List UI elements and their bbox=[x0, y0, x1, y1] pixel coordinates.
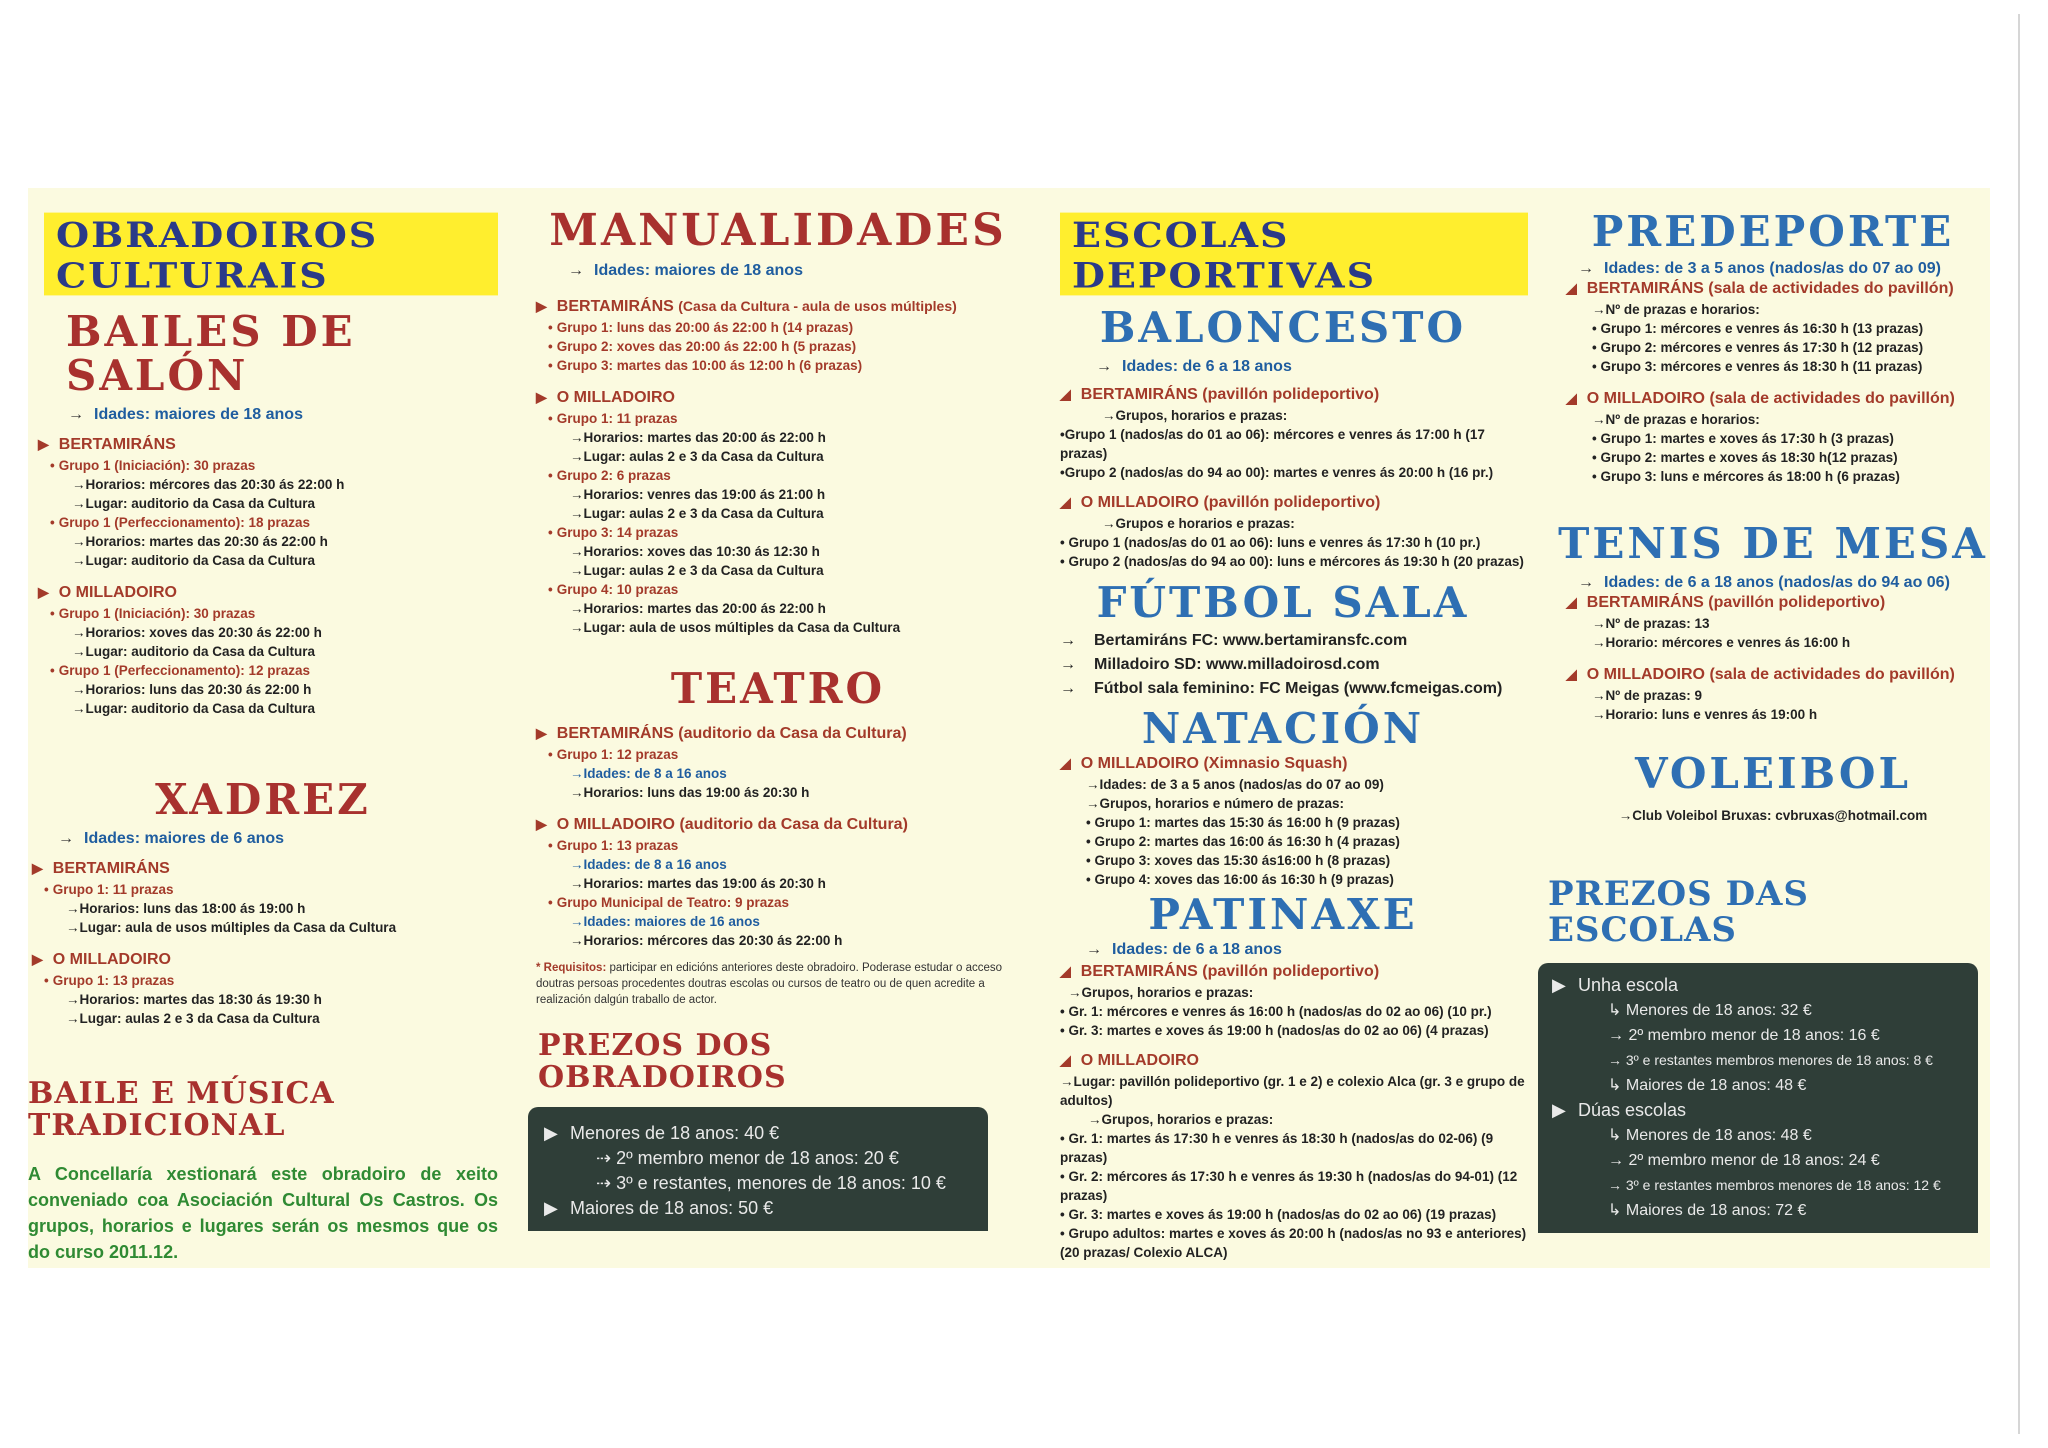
venue-heading: ◢ O MILLADOIRO (Ximnasio Squash) bbox=[1060, 755, 1348, 773]
title-bailes: BAILES DE SALÓN bbox=[66, 307, 356, 401]
voleibol-link[interactable]: →Club Voleibol Bruxas: cvbruxas@hotmail.com bbox=[1618, 808, 1928, 824]
venue-heading: ▶ O MILLADOIRO bbox=[32, 951, 171, 969]
group-line: • Grupo 1: 11 prazas bbox=[548, 411, 678, 427]
venue-heading: ◢ BERTAMIRÁNS (pavillón polideportivo) bbox=[1060, 386, 1380, 404]
natacion-details bbox=[1038, 755, 1528, 889]
title-teatro: TEATRO bbox=[670, 664, 886, 714]
price-heading: ▶ Dúas escolas bbox=[1552, 1099, 1687, 1120]
prezos-escolas-box bbox=[1538, 963, 1978, 1233]
title-tenis-de-mesa: TENIS DE MESA bbox=[1558, 519, 1988, 569]
detail-line: →Idades: de 3 a 5 anos (nados/as do 07 ao 09) bbox=[1086, 777, 1384, 793]
price-row: ▶ Maiores de 18 anos: 50 € bbox=[544, 1198, 774, 1219]
ages-manualidades: → Idades: maiores de 18 anos bbox=[568, 262, 803, 280]
detail-line: • Grupo 3: xoves das 15:30 ás16:00 h (8 prazas) bbox=[1086, 853, 1391, 869]
detail-line: →Lugar: aulas 2 e 3 da Casa da Cultura bbox=[66, 1011, 320, 1027]
detail-line: →Horario: mércores e venres ás 16:00 h bbox=[1592, 635, 1851, 651]
title-voleibol: VOLEIBOL bbox=[1634, 749, 1912, 799]
price-row: ↳ Menores de 18 anos: 32 € bbox=[1608, 1001, 1812, 1019]
venue-heading: ▶ BERTAMIRÁNS bbox=[38, 436, 176, 454]
price-heading: ▶ Unha escola bbox=[1552, 974, 1679, 995]
ages-baloncesto: → Idades: de 6 a 18 anos bbox=[1096, 358, 1292, 376]
price-row: ↳ Menores de 18 anos: 48 € bbox=[1608, 1126, 1812, 1144]
group-line: • Grupo 1: luns das 20:00 ás 22:00 h (14 prazas) bbox=[548, 320, 854, 336]
venue-heading: ▶ BERTAMIRÁNS (Casa da Cultura - aula de usos múltiples) bbox=[536, 298, 957, 316]
title-xadrez: XADREZ bbox=[155, 775, 371, 825]
price-row: → 2º membro menor de 18 anos: 16 € bbox=[1608, 1026, 1880, 1044]
group-line: • Grupo 1 (Perfeccionamento): 18 prazas bbox=[50, 515, 311, 531]
bailes-details bbox=[28, 436, 498, 718]
group-line: • Grupo 4: 10 prazas bbox=[548, 582, 679, 598]
futbol-links bbox=[1038, 629, 1528, 701]
group-line: • Grupo 2: 6 prazas bbox=[548, 468, 671, 484]
detail-line: →Horarios: venres das 19:00 ás 21:00 h bbox=[570, 487, 826, 503]
venue-heading: ▶ O MILLADOIRO bbox=[536, 389, 675, 407]
ages-tenis: → Idades: de 6 a 18 anos (nados/as do 94 ao 06) bbox=[1578, 574, 1950, 592]
ages-bailes: → Idades: maiores de 18 anos bbox=[68, 406, 303, 424]
detail-line: →Grupos, horarios e prazas: bbox=[1102, 408, 1288, 424]
venue-heading: ▶ BERTAMIRÁNS (auditorio da Casa da Cultura) bbox=[536, 725, 907, 743]
requisitos-note: * Requisitos: participar en edicións anteriores deste obradoiro. Poderase estudar o acceso doutras persoas procedentes doutras escolas ou cursos de teatro ou de quen acredite a realización dalgún traballo de actor. bbox=[536, 962, 1003, 1007]
detail-line: • Grupo 1: martes das 15:30 ás 16:00 h (9 prazas) bbox=[1086, 815, 1400, 831]
detail-line: →Horario: luns e venres ás 19:00 h bbox=[1592, 707, 1818, 723]
venue-heading: ◢ BERTAMIRÁNS (pavillón polideportivo) bbox=[1060, 963, 1380, 981]
detail-line: →Lugar: auditorio da Casa da Cultura bbox=[72, 553, 316, 569]
title-natacion: NATACIÓN bbox=[1141, 704, 1425, 754]
price-row: ▶ Menores de 18 anos: 40 € bbox=[544, 1123, 780, 1144]
title-predeporte: PREDEPORTE bbox=[1591, 207, 1955, 256]
detail-line: →Horarios: xoves das 10:30 ás 12:30 h bbox=[570, 544, 820, 560]
detail-line: • Grupo 1: mércores e venres ás 16:30 h (13 prazas) bbox=[1592, 321, 1924, 337]
venue-heading: ◢ BERTAMIRÁNS (pavillón polideportivo) bbox=[1566, 594, 1886, 612]
detail-line: •Grupo 1 (nados/as do 01 ao 06): mércores e venres ás 17:00 h (17 prazas) bbox=[1060, 427, 1485, 462]
xadrez-details bbox=[28, 860, 498, 1028]
section-band-escolas: ESCOLAS DEPORTIVAS bbox=[1060, 213, 1528, 296]
title-tradicional: BAILE E MÚSICA TRADICIONAL bbox=[28, 1076, 335, 1143]
detail-line: • Grupo 3: mércores e venres ás 18:30 h (11 prazas) bbox=[1592, 359, 1923, 375]
patinaxe-details bbox=[1038, 963, 1528, 1262]
detail-line: →Lugar: auditorio da Casa da Cultura bbox=[72, 496, 316, 512]
group-line: • Grupo 1 (Perfeccionamento): 12 prazas bbox=[50, 663, 311, 679]
title-prezos-escolas: PREZOS DAS ESCOLAS bbox=[1548, 874, 1809, 950]
detail-line: • Gr. 2: mércores ás 17:30 h e venres ás 19:30 h (nados/as do 94-01) (12 prazas) bbox=[1060, 1169, 1518, 1204]
venue-heading: ▶ O MILLADOIRO (auditorio da Casa da Cultura) bbox=[536, 816, 908, 834]
column-escolas-deportivas bbox=[1038, 208, 1528, 1262]
detail-line: • Grupo 2: martes e xoves ás 18:30 h(12 prazas) bbox=[1592, 450, 1898, 466]
ages-predeporte: → Idades: de 3 a 5 anos (nados/as do 07 ao 09) bbox=[1578, 260, 1942, 278]
detail-line: →Lugar: aulas 2 e 3 da Casa da Cultura bbox=[570, 506, 824, 522]
club-link[interactable]: → Bertamiráns FC: www.bertamiransfc.com bbox=[1060, 632, 1408, 650]
detail-line: →Horarios: mércores das 20:30 ás 22:00 h bbox=[72, 477, 345, 493]
detail-line: →Horarios: luns das 19:00 ás 20:30 h bbox=[570, 785, 810, 801]
ages-patinaxe: → Idades: de 6 a 18 anos bbox=[1086, 941, 1282, 959]
ages-xadrez: → Idades: maiores de 6 anos bbox=[58, 830, 285, 848]
brochure-sheet bbox=[28, 188, 1990, 1268]
detail-line: →Lugar: auditorio da Casa da Cultura bbox=[72, 701, 316, 717]
detail-line: →Nº de prazas: 13 bbox=[1592, 616, 1710, 632]
detail-line: →Lugar: pavillón polideportivo (gr. 1 e 2) e colexio Alca (gr. 3 e grupo de adultos) bbox=[1060, 1074, 1525, 1109]
detail-line: • Grupo 1: martes e xoves ás 17:30 h (3 prazas) bbox=[1592, 431, 1894, 447]
detail-line: • Grupo adultos: martes e xoves ás 20:00 h (nados/as no 93 e anteriores) (20 prazas/ Colexio ALCA) bbox=[1060, 1226, 1527, 1261]
detail-line: • Grupo 3: luns e mércores ás 18:00 h (6 prazas) bbox=[1592, 469, 1900, 485]
detail-line: →Lugar: aula de usos múltiples da Casa da Cultura bbox=[66, 920, 397, 936]
group-line: • Grupo 1 (Iniciación): 30 prazas bbox=[50, 458, 256, 474]
detail-line: • Grupo 2: mércores e venres ás 17:30 h (12 prazas) bbox=[1592, 340, 1924, 356]
detail-line: →Grupos e horarios e prazas: bbox=[1102, 516, 1295, 532]
manualidades-details bbox=[528, 298, 1028, 637]
price-row: ↳ Maiores de 18 anos: 72 € bbox=[1608, 1201, 1807, 1219]
group-line: • Grupo 1 (Iniciación): 30 prazas bbox=[50, 606, 256, 622]
section-band-obradoiros: OBRADOIROS CULTURAIS bbox=[44, 213, 498, 296]
teatro-details bbox=[528, 725, 1028, 1008]
baloncesto-details bbox=[1038, 386, 1528, 571]
detail-line: • Gr. 3: martes e xoves ás 19:00 h (nados/as do 02 ao 06) (4 prazas) bbox=[1060, 1023, 1489, 1039]
price-row: → 3º e restantes membros menores de 18 anos: 12 € bbox=[1608, 1176, 1941, 1193]
title-prezos-obradoiros: PREZOS DOS OBRADOIROS bbox=[538, 1028, 787, 1095]
detail-line: →Horarios: martes das 20:00 ás 22:00 h bbox=[570, 601, 826, 617]
detail-line: • Grupo 2: martes das 16:00 ás 16:30 h (4 prazas) bbox=[1086, 834, 1400, 850]
detail-line: →Grupos, horarios e prazas: bbox=[1068, 985, 1254, 1001]
column-obradoiros-culturais bbox=[28, 208, 498, 1265]
group-line: • Grupo Municipal de Teatro: 9 prazas bbox=[548, 895, 790, 911]
detail-line: • Grupo 2 (nados/as do 94 ao 00): luns e mércores ás 19:30 h (20 prazas) bbox=[1060, 554, 1524, 570]
group-line: • Grupo 1: 11 prazas bbox=[44, 882, 174, 898]
column-predeporte bbox=[1538, 208, 2008, 1233]
group-line: • Grupo 3: martes das 10:00 ás 12:00 h (6 prazas) bbox=[548, 358, 863, 374]
detail-line: →Lugar: aulas 2 e 3 da Casa da Cultura bbox=[570, 563, 824, 579]
title-patinaxe: PATINAXE bbox=[1148, 890, 1418, 940]
venue-heading: ◢ O MILLADOIRO bbox=[1060, 1052, 1199, 1070]
title-manualidades: MANUALIDADES bbox=[549, 205, 1007, 256]
detail-line: →Horarios: luns das 18:00 ás 19:00 h bbox=[66, 901, 306, 917]
detail-line: →Horarios: martes das 19:00 ás 20:30 h bbox=[570, 876, 826, 892]
page-edge-line bbox=[2018, 14, 2020, 1434]
detail-line: →Horarios: martes das 20:30 ás 22:00 h bbox=[72, 534, 328, 550]
detail-line: →Horarios: martes das 20:00 ás 22:00 h bbox=[570, 430, 826, 446]
detail-line: •Grupo 2 (nados/as do 94 ao 00): martes e venres ás 20:00 h (16 pr.) bbox=[1060, 465, 1494, 481]
title-futbol-sala: FÚTBOL SALA bbox=[1096, 578, 1470, 628]
detail-line: →Lugar: aula de usos múltiples da Casa da Cultura bbox=[570, 620, 901, 636]
column-manualidades-teatro bbox=[528, 205, 1028, 1231]
detail-line: →Horarios: xoves das 20:30 ás 22:00 h bbox=[72, 625, 322, 641]
detail-line: →Nº de prazas: 9 bbox=[1592, 688, 1702, 704]
club-link[interactable]: → Milladoiro SD: www.milladoirosd.com bbox=[1060, 656, 1380, 674]
detail-line: →Grupos, horarios e número de prazas: bbox=[1086, 796, 1345, 812]
detail-line: • Gr. 3: martes e xoves ás 19:00 h (nados/as do 02 ao 06) (19 prazas) bbox=[1060, 1207, 1497, 1223]
group-line: • Grupo 1: 12 prazas bbox=[548, 747, 679, 763]
detail-line: →Horarios: luns das 20:30 ás 22:00 h bbox=[72, 682, 312, 698]
detail-line: →Horarios: martes das 18:30 ás 19:30 h bbox=[66, 992, 322, 1008]
venue-heading: ▶ BERTAMIRÁNS bbox=[32, 860, 170, 878]
tenis-details bbox=[1538, 594, 2008, 724]
venue-heading: ◢ O MILLADOIRO (sala de actividades do pavillón) bbox=[1566, 390, 1955, 408]
title-baloncesto: BALONCESTO bbox=[1099, 303, 1467, 352]
detail-line: →Lugar: aulas 2 e 3 da Casa da Cultura bbox=[570, 449, 824, 465]
detail-line: →Idades: maiores de 16 anos bbox=[570, 914, 760, 930]
price-row: ↳ Maiores de 18 anos: 48 € bbox=[1608, 1076, 1807, 1094]
detail-line: →Nº de prazas e horarios: bbox=[1592, 302, 1760, 318]
detail-line: • Gr. 1: mércores e venres ás 16:00 h (nados/as do 02 ao 06) (10 pr.) bbox=[1060, 1004, 1492, 1020]
club-link[interactable]: → Fútbol sala feminino: FC Meigas (www.fcmeigas.com) bbox=[1060, 680, 1503, 698]
group-line: • Grupo 1: 13 prazas bbox=[548, 838, 679, 854]
group-line: • Grupo 1: 13 prazas bbox=[44, 973, 175, 989]
predeporte-details bbox=[1538, 280, 2008, 486]
price-row: → 2º membro menor de 18 anos: 24 € bbox=[1608, 1151, 1880, 1169]
venue-heading: ▶ O MILLADOIRO bbox=[38, 584, 177, 602]
prezos-obradoiros-box bbox=[528, 1107, 988, 1231]
venue-heading: ◢ BERTAMIRÁNS (sala de actividades do pavillón) bbox=[1566, 280, 1954, 298]
tradicional-text: A Concellaría xestionará este obradoiro de xeito conveniado coa Asociación Cultural Os Castros. Os grupos, horarios e lugares serán os mesmos que os do curso 2011.12. bbox=[28, 1164, 498, 1263]
venue-heading: ◢ O MILLADOIRO (sala de actividades do pavillón) bbox=[1566, 666, 1955, 684]
detail-line: • Grupo 4: xoves das 16:00 ás 16:30 h (9 prazas) bbox=[1086, 872, 1394, 888]
group-line: • Grupo 3: 14 prazas bbox=[548, 525, 679, 541]
detail-line: →Horarios: mércores das 20:30 ás 22:00 h bbox=[570, 933, 843, 949]
detail-line: • Grupo 1 (nados/as do 01 ao 06): luns e venres ás 17:30 h (10 pr.) bbox=[1060, 535, 1481, 551]
detail-line: →Lugar: auditorio da Casa da Cultura bbox=[72, 644, 316, 660]
detail-line: →Nº de prazas e horarios: bbox=[1592, 412, 1760, 428]
price-row: → 3º e restantes membros menores de 18 anos: 8 € bbox=[1608, 1051, 1933, 1068]
group-line: • Grupo 2: xoves das 20:00 ás 22:00 h (5 prazas) bbox=[548, 339, 857, 355]
venue-heading: ◢ O MILLADOIRO (pavillón polideportivo) bbox=[1060, 494, 1381, 512]
detail-line: →Idades: de 8 a 16 anos bbox=[570, 857, 727, 873]
detail-line: →Grupos, horarios e prazas: bbox=[1088, 1112, 1274, 1128]
detail-line: • Gr. 1: martes ás 17:30 h e venres ás 18:30 h (nados/as do 02-06) (9 prazas) bbox=[1060, 1131, 1494, 1166]
price-row: ⇢ 2º membro menor de 18 anos: 20 € bbox=[596, 1148, 899, 1169]
detail-line: →Idades: de 8 a 16 anos bbox=[570, 766, 727, 782]
price-row: ⇢ 3º e restantes, menores de 18 anos: 10 € bbox=[596, 1173, 946, 1194]
